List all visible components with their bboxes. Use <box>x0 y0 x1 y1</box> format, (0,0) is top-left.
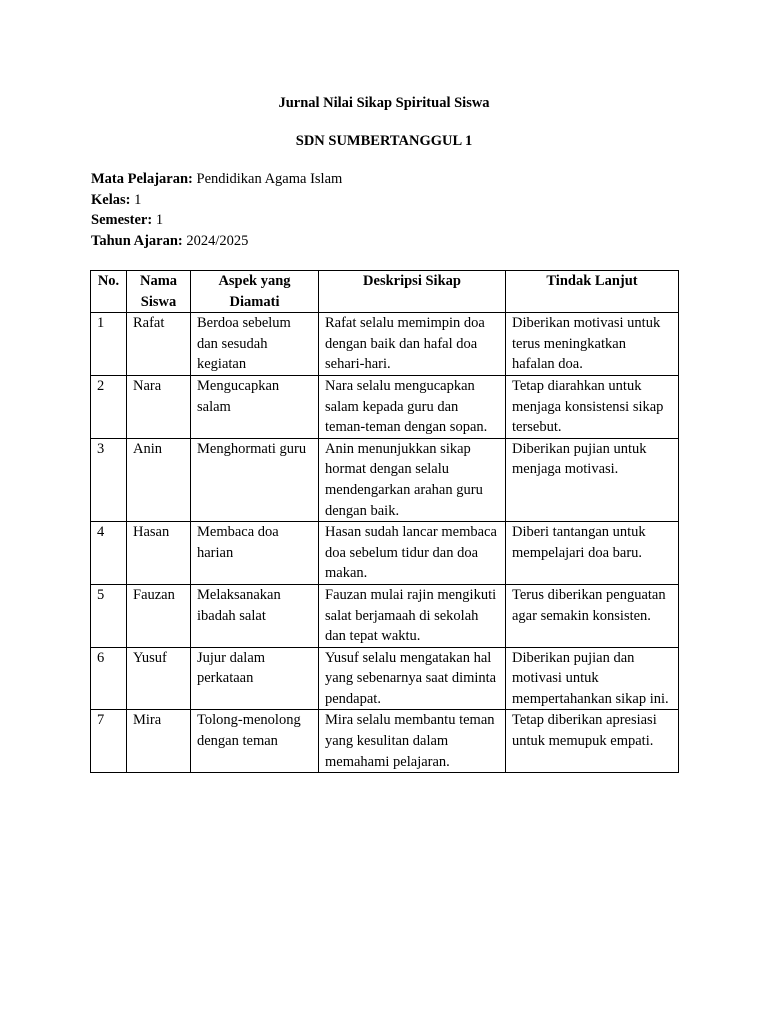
cell-no: 3 <box>91 438 127 521</box>
cell-description: Fauzan mulai rajin mengikuti salat berjamaah di sekolah dan tepat waktu. <box>319 584 506 647</box>
meta-year <box>91 231 342 252</box>
table-row <box>91 710 679 773</box>
cell-aspect: Membaca doa harian <box>191 522 319 585</box>
cell-description: Nara selalu mengucapkan salam kepada guru dan teman-teman dengan sopan. <box>319 375 506 438</box>
meta-semester-label: Semester: <box>91 212 153 228</box>
header-description: Deskripsi Sikap <box>319 271 506 313</box>
header-student-name: Nama Siswa <box>127 271 191 313</box>
document-title: Jurnal Nilai Sikap Spiritual Siswa <box>278 95 490 111</box>
meta-year-label: Tahun Ajaran: <box>91 232 183 249</box>
cell-student-name: Fauzan <box>127 584 191 647</box>
meta-year-value: 2024/2025 <box>186 232 249 249</box>
header-aspect: Aspek yang Diamati <box>191 271 319 313</box>
cell-no: 6 <box>91 647 127 710</box>
cell-aspect: Menghormati guru <box>191 438 319 521</box>
table-row <box>91 375 679 438</box>
document-meta <box>91 169 342 251</box>
meta-semester-value: 1 <box>155 212 164 228</box>
table-row <box>91 438 679 521</box>
cell-aspect: Tolong-menolong dengan teman <box>191 710 319 773</box>
cell-follow-up: Diberikan pujian untuk menjaga motivasi. <box>506 438 679 521</box>
cell-no: 4 <box>91 522 127 585</box>
meta-class-value: 1 <box>134 191 142 208</box>
cell-no: 7 <box>91 710 127 773</box>
header-follow-up: Tindak Lanjut <box>506 271 679 313</box>
cell-student-name: Anin <box>127 438 191 521</box>
cell-student-name: Mira <box>127 710 191 773</box>
cell-follow-up: Diberikan pujian dan motivasi untuk mempertahankan sikap ini. <box>506 647 679 710</box>
table-row <box>91 313 679 376</box>
cell-follow-up: Tetap diberikan apresiasi untuk memupuk empati. <box>506 710 679 773</box>
cell-student-name: Hasan <box>127 522 191 585</box>
table-row <box>91 647 679 710</box>
cell-no: 2 <box>91 375 127 438</box>
cell-no: 5 <box>91 584 127 647</box>
meta-semester <box>91 210 342 231</box>
cell-follow-up: Diberikan motivasi untuk terus meningkatkan hafalan doa. <box>506 313 679 376</box>
cell-description: Hasan sudah lancar membaca doa sebelum tidur dan doa makan. <box>319 522 506 585</box>
cell-follow-up: Tetap diarahkan untuk menjaga konsistensi sikap tersebut. <box>506 375 679 438</box>
cell-student-name: Nara <box>127 375 191 438</box>
cell-aspect: Berdoa sebelum dan sesudah kegiatan <box>191 313 319 376</box>
cell-aspect: Jujur dalam perkataan <box>191 647 319 710</box>
cell-student-name: Rafat <box>127 313 191 376</box>
table-row <box>91 584 679 647</box>
meta-class-label: Kelas: <box>91 191 131 208</box>
cell-description: Yusuf selalu mengatakan hal yang sebenarnya saat diminta pendapat. <box>319 647 506 710</box>
cell-follow-up: Diberi tantangan untuk mempelajari doa baru. <box>506 522 679 585</box>
cell-description: Mira selalu membantu teman yang kesulitan dalam memahami pelajaran. <box>319 710 506 773</box>
cell-description: Anin menunjukkan sikap hormat dengan selalu mendengarkan arahan guru dengan baik. <box>319 438 506 521</box>
cell-description: Rafat selalu memimpin doa dengan baik dan hafal doa sehari-hari. <box>319 313 506 376</box>
attitude-journal-table <box>90 270 679 773</box>
cell-aspect: Mengucapkan salam <box>191 375 319 438</box>
table-header-row <box>91 271 679 313</box>
cell-follow-up: Terus diberikan penguatan agar semakin konsisten. <box>506 584 679 647</box>
meta-subject-value: Pendidikan Agama Islam <box>196 171 343 187</box>
school-name: SDN SUMBERTANGGUL 1 <box>295 133 473 149</box>
meta-subject-label: Mata Pelajaran: <box>91 171 193 187</box>
cell-student-name: Yusuf <box>127 647 191 710</box>
table-row <box>91 522 679 585</box>
cell-aspect: Melaksanakan ibadah salat <box>191 584 319 647</box>
header-no: No. <box>91 271 127 313</box>
meta-subject <box>91 169 342 190</box>
cell-no: 1 <box>91 313 127 376</box>
meta-class <box>91 190 342 211</box>
